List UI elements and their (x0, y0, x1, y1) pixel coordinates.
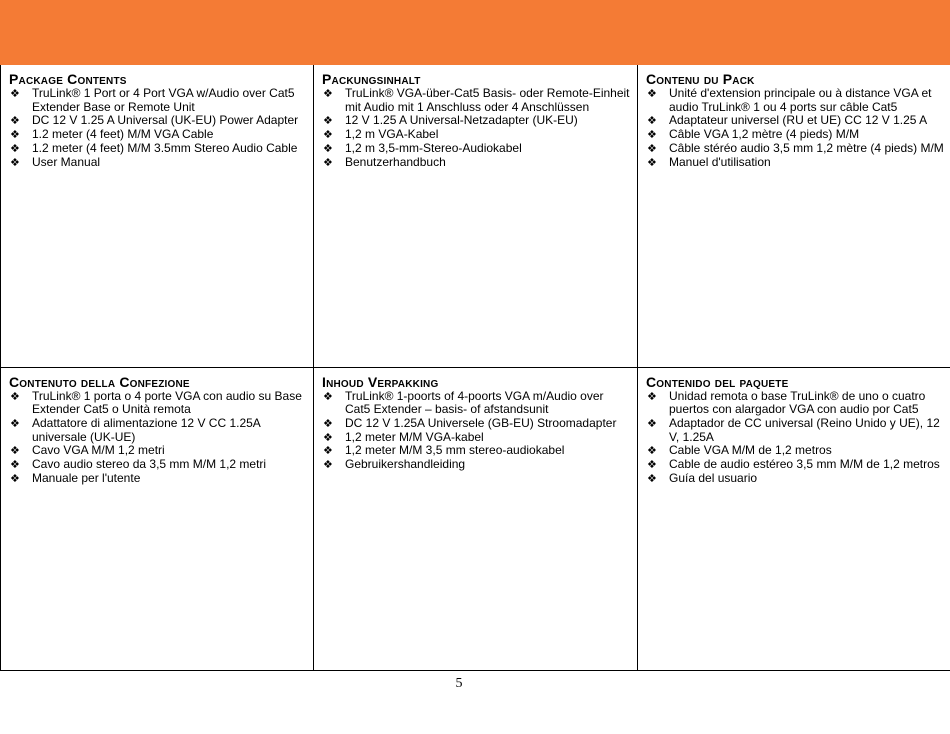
four-diamond-bullet-icon: ❖ (323, 389, 333, 403)
four-diamond-bullet-icon: ❖ (323, 416, 333, 430)
list-item (646, 128, 945, 142)
four-diamond-bullet-icon: ❖ (10, 87, 20, 100)
list-item-text: DC 12 V 1.25A Universele (GB-EU) Stroomadapter (345, 415, 617, 430)
four-diamond-bullet-icon: ❖ (323, 128, 333, 142)
list-item-text: 1,2 meter M/M 3,5 mm stereo-audiokabel (345, 443, 565, 458)
section-fr (638, 65, 950, 367)
list-item (9, 390, 307, 417)
package-contents-table (0, 65, 950, 671)
four-diamond-bullet-icon: ❖ (647, 458, 657, 472)
contents-list (322, 390, 631, 472)
list-item (646, 444, 945, 458)
four-diamond-bullet-icon: ❖ (647, 155, 657, 169)
four-diamond-bullet-icon: ❖ (647, 114, 657, 128)
contents-list (9, 87, 307, 169)
list-item-text: Manuel d'utilisation (669, 154, 771, 169)
page-number: 5 (455, 676, 463, 691)
list-item-text: TruLink® 1 porta o 4 porte VGA con audio su Base Extender Cat5 o Unità remota (32, 388, 302, 417)
list-item (9, 472, 307, 486)
contents-list (9, 390, 307, 486)
four-diamond-bullet-icon: ❖ (647, 389, 657, 403)
list-item-text: 1,2 meter M/M VGA-kabel (345, 429, 484, 444)
list-item (9, 417, 307, 444)
list-item-text: Cavo audio stereo da 3,5 mm M/M 1,2 metri (32, 457, 267, 472)
contents-list (646, 87, 945, 169)
contents-list (646, 390, 945, 486)
list-item-text: Guía del usuario (669, 470, 758, 485)
list-item-text: TruLink® 1-poorts of 4-poorts VGA m/Audio over Cat5 Extender – basis- of afstandsunit (345, 388, 604, 417)
four-diamond-bullet-icon: ❖ (323, 458, 333, 472)
list-item (646, 114, 945, 128)
list-item (322, 431, 631, 445)
list-item (9, 128, 307, 142)
list-item (322, 444, 631, 458)
four-diamond-bullet-icon: ❖ (10, 416, 20, 430)
list-item (646, 156, 945, 170)
list-item-text: Adaptador de CC universal (Reino Unido y UE), 12 V, 1.25A (669, 415, 940, 444)
list-item (646, 390, 945, 417)
section-title: Inhoud Verpakking (322, 373, 439, 390)
list-item-text: 12 V 1.25 A Universal-Netzadapter (UK-EU) (345, 113, 578, 128)
four-diamond-bullet-icon: ❖ (647, 128, 657, 142)
four-diamond-bullet-icon: ❖ (10, 141, 20, 155)
list-item-text: Adattatore di alimentazione 12 V CC 1.25A universale (UK-UE) (32, 415, 261, 444)
list-item-text: Adaptateur universel (RU et UE) CC 12 V 1.25 A (669, 113, 928, 128)
four-diamond-bullet-icon: ❖ (647, 471, 657, 485)
four-diamond-bullet-icon: ❖ (10, 471, 20, 485)
list-item (322, 390, 631, 417)
list-item-text: Unidad remota o base TruLink® de uno o cuatro puertos con alargador VGA con audio por Cat5 (669, 388, 926, 417)
list-item-text: 1,2 m VGA-Kabel (345, 127, 439, 142)
list-item (322, 142, 631, 156)
list-item-text: Manuale per l'utente (32, 470, 141, 485)
list-item (9, 458, 307, 472)
list-item (646, 142, 945, 156)
list-item-text: Benutzerhandbuch (345, 154, 446, 169)
four-diamond-bullet-icon: ❖ (647, 87, 657, 100)
list-item (9, 142, 307, 156)
list-item (322, 128, 631, 142)
list-item (9, 156, 307, 170)
header-banner (0, 0, 950, 65)
list-item-text: Cable VGA M/M de 1,2 metros (669, 443, 832, 458)
list-item (646, 87, 945, 114)
list-item-text: 1.2 meter (4 feet) M/M 3.5mm Stereo Audio Cable (32, 140, 298, 155)
four-diamond-bullet-icon: ❖ (10, 458, 20, 472)
section-title: Contenido del paquete (646, 373, 789, 390)
four-diamond-bullet-icon: ❖ (323, 444, 333, 458)
list-item (322, 87, 631, 114)
four-diamond-bullet-icon: ❖ (323, 141, 333, 155)
list-item-text: Câble VGA 1,2 mètre (4 pieds) M/M (669, 127, 860, 142)
list-item (9, 444, 307, 458)
four-diamond-bullet-icon: ❖ (323, 87, 333, 100)
section-en (1, 65, 314, 367)
list-item-text: Gebruikershandleiding (345, 457, 466, 472)
list-item (9, 87, 307, 114)
list-item-text: 1,2 m 3,5-mm-Stereo-Audiokabel (345, 140, 522, 155)
list-item (9, 114, 307, 128)
four-diamond-bullet-icon: ❖ (10, 155, 20, 169)
list-item (322, 417, 631, 431)
four-diamond-bullet-icon: ❖ (10, 128, 20, 142)
section-es (638, 367, 950, 670)
four-diamond-bullet-icon: ❖ (10, 114, 20, 128)
list-item-text: TruLink® 1 Port or 4 Port VGA w/Audio over Cat5 Extender Base or Remote Unit (32, 86, 295, 114)
four-diamond-bullet-icon: ❖ (10, 444, 20, 458)
four-diamond-bullet-icon: ❖ (323, 114, 333, 128)
section-it (1, 367, 314, 670)
four-diamond-bullet-icon: ❖ (323, 155, 333, 169)
list-item (646, 417, 945, 444)
list-item-text: User Manual (32, 154, 101, 169)
list-item (322, 114, 631, 128)
section-title: Contenuto della Confezione (9, 373, 190, 390)
four-diamond-bullet-icon: ❖ (647, 416, 657, 430)
contents-list (322, 87, 631, 169)
four-diamond-bullet-icon: ❖ (647, 444, 657, 458)
list-item (322, 156, 631, 170)
section-title: Package Contents (9, 71, 127, 87)
list-item-text: DC 12 V 1.25 A Universal (UK-EU) Power Adapter (32, 113, 299, 128)
list-item-text: TruLink® VGA-über-Cat5 Basis- oder Remote-Einheit mit Audio mit 1 Anschluss oder 4 Anschlüssen (345, 86, 630, 114)
list-item (322, 458, 631, 472)
list-item-text: Cable de audio estéreo 3,5 mm M/M de 1,2 metros (669, 457, 940, 472)
list-item-text: 1.2 meter (4 feet) M/M VGA Cable (32, 127, 214, 142)
four-diamond-bullet-icon: ❖ (647, 141, 657, 155)
section-title: Contenu du Pack (646, 71, 755, 87)
section-nl (314, 367, 638, 670)
section-de (314, 65, 638, 367)
four-diamond-bullet-icon: ❖ (10, 389, 20, 403)
four-diamond-bullet-icon: ❖ (323, 430, 333, 444)
list-item (646, 472, 945, 486)
list-item-text: Câble stéréo audio 3,5 mm 1,2 mètre (4 pieds) M/M (669, 140, 944, 155)
list-item (646, 458, 945, 472)
section-title: Packungsinhalt (322, 71, 421, 87)
list-item-text: Unité d'extension principale ou à distance VGA et audio TruLink® 1 ou 4 ports sur câble Cat5 (669, 86, 932, 114)
list-item-text: Cavo VGA M/M 1,2 metri (32, 443, 165, 458)
